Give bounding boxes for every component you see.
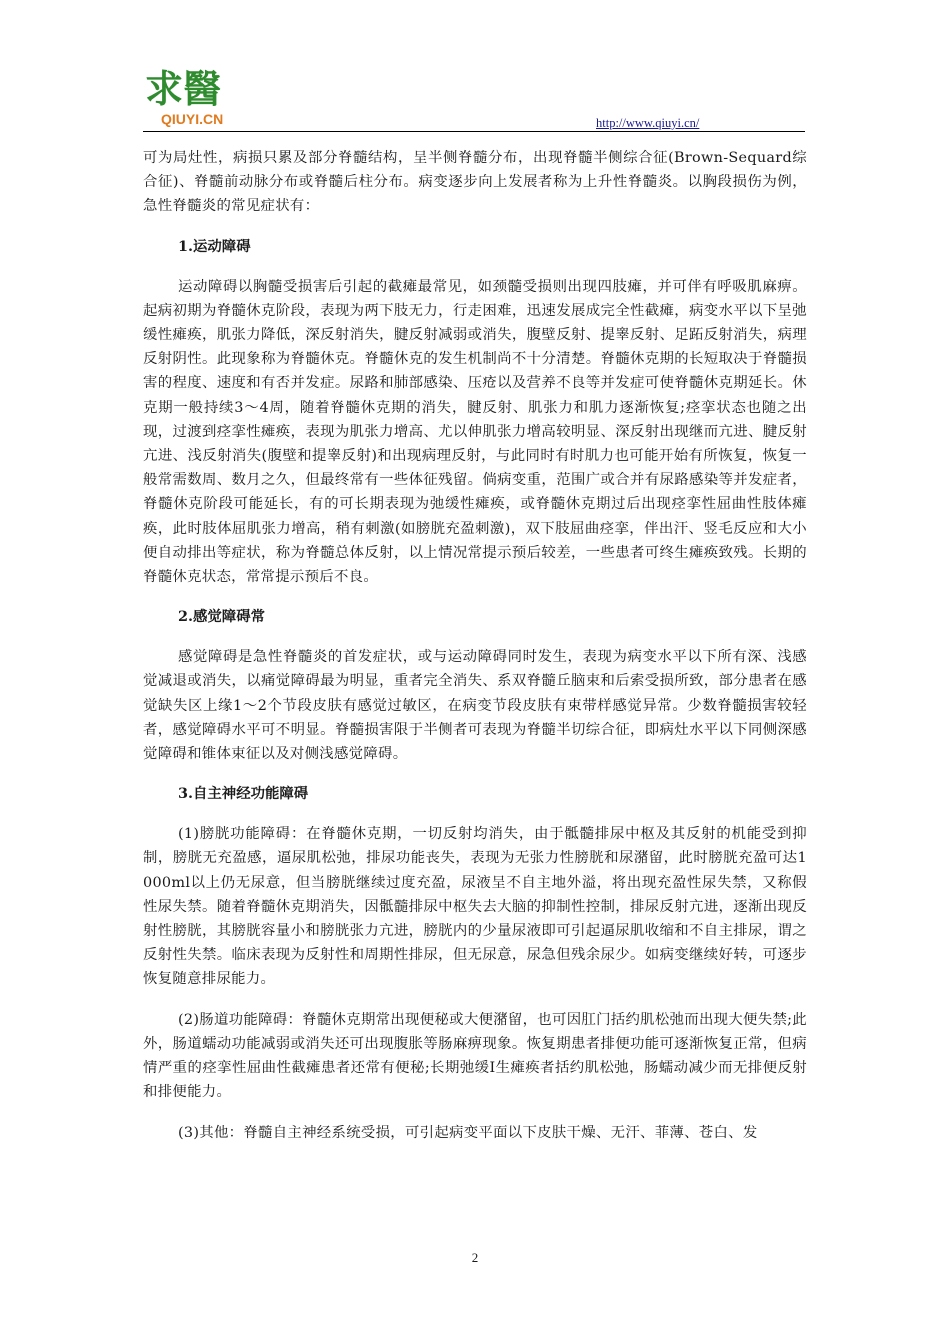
bowel-paragraph: (2)肠道功能障碍：脊髓休克期常出现便秘或大便潴留，也可因肛门括约肌松弛而出现大便失禁;此外，肠道蠕动功能减弱或消失还可出现腹胀等肠麻痹现象。恢复期患者排便功能可逐渐恢复正常，但病情严重的痉挛性屈曲性截瘫患者还常有便秘;长期弛缓Ⅰ生瘫痪者括约肌松弛，肠蠕动减少而无排便反射和排便能力。 <box>143 1011 807 1101</box>
header-divider <box>143 131 805 132</box>
section-title-motor: 1.运动障碍 <box>178 237 251 255</box>
section-title-sensory: 2.感觉障碍常 <box>178 608 265 626</box>
qiuyi-logo <box>143 58 253 130</box>
logo-subtext: QIUYI.CN <box>161 111 224 127</box>
section-title-autonomic: 3.自主神经功能障碍 <box>178 785 309 803</box>
other-paragraph: (3)其他：脊髓自主神经系统受损，可引起病变平面以下皮肤干燥、无汗、菲薄、苍白、发 <box>178 1124 758 1141</box>
logo-graphic <box>143 58 253 130</box>
document-body <box>143 146 807 1161</box>
sensory-paragraph: 感觉障碍是急性脊髓炎的首发症状，或与运动障碍同时发生，表现为病变水平以下所有深、浅感觉减退或消失，以痛觉障碍最为明显，重者完全消失、系双脊髓丘脑束和后索受损所致，部分患者在感觉缺失区上缘1～2个节段皮肤有感觉过敏区，在病变节段皮肤有束带样感觉异常。少数脊髓损害较轻者，感觉障碍水平可不明显。脊髓损害限于半侧者可表现为脊髓半切综合征，即病灶水平以下同侧深感觉障碍和锥体束征以及对侧浅感觉障碍。 <box>143 649 807 763</box>
motor-paragraph: 运动障碍以胸髓受损害后引起的截瘫最常见，如颈髓受损则出现四肢瘫，并可伴有呼吸肌麻痹。起病初期为脊髓休克阶段，表现为两下肢无力，行走困难，迅速发展成完全性截瘫，病变水平以下呈弛缓性瘫痪，肌张力降低，深反射消失，腱反射减弱或消失，腹壁反射、提睾反射、足跖反射消失，病理反射阴性。此现象称为脊髓休克。脊髓休克的发生机制尚不十分清楚。脊髓休克期的长短取决于脊髓损害的程度、速度和有否并发症。尿路和肺部感染、压疮以及营养不良等并发症可使脊髓休克期延长。休克期一般持续3～4周，随着脊髓休克期的消失，腱反射、肌张力和肌力逐渐恢复;痉挛状态也随之出现，过渡到痉挛性瘫痪，表现为肌张力增高、尤以伸肌张力增高较明显、深反射出现继而亢进、腱反射亢进、浅反射消失(腹壁和提睾反射)和出现病理反射，与此同时有时肌力也可能开始有所恢复，恢复一般常需数周、数月之久，但最终常有一些体征残留。倘病变重，范围广或合并有尿路感染等并发症者，脊髓休克阶段可能延长，有的可长期表现为弛缓性瘫痪，或脊髓休克期过后出现痉挛性屈曲性肢体瘫痪，此时肢体屈肌张力增高，稍有刺激(如膀胱充盈刺激)，双下肢屈曲痉挛，伴出汗、竖毛反应和大小便自动排出等症状，称为脊髓总体反射，以上情况常提示预后较差，一些患者可终生瘫痪致残。长期的脊髓休克状态，常常提示预后不良。 <box>143 278 807 586</box>
intro-paragraph: 可为局灶性，病损只累及部分脊髓结构，呈半侧脊髓分布，出现脊髓半侧综合征(Brown-Sequard综合征)、脊髓前动脉分布或脊髓后柱分布。病变逐步向上发展者称为上升性脊髓炎。以胸段损伤为例，急性脊髓炎的常见症状有： <box>143 150 807 215</box>
page-number: 2 <box>471 1250 479 1265</box>
bladder-paragraph: (1)膀胱功能障碍：在脊髓休克期，一切反射均消失，由于骶髓排尿中枢及其反射的机能受到抑制，膀胱无充盈感，逼尿肌松弛，排尿功能丧失，表现为无张力性膀胱和尿潴留，此时膀胱充盈可达1 000ml以上仍无尿意，但当膀胱继续过度充盈，尿液呈不自主地外溢，将出现充盈性尿失禁，又称假性尿失禁。随着脊髓休克期消失，因骶髓排尿中枢失去大脑的抑制性控制，排尿反射亢进，逐渐出现反射性膀胱，其膀胱容量小和膀胱张力亢进，膀胱内的少量尿液即可引起逼尿肌收缩和不自主排尿，谓之反射性失禁。临床表现为反射性和周期性排尿，但无尿意，尿急但残余尿少。如病变继续好转，可逐步恢复随意排尿能力。 <box>143 826 807 988</box>
site-url-link[interactable]: http://www.qiuyi.cn/ <box>596 116 700 130</box>
logo-mark: 求醫 <box>145 66 222 111</box>
